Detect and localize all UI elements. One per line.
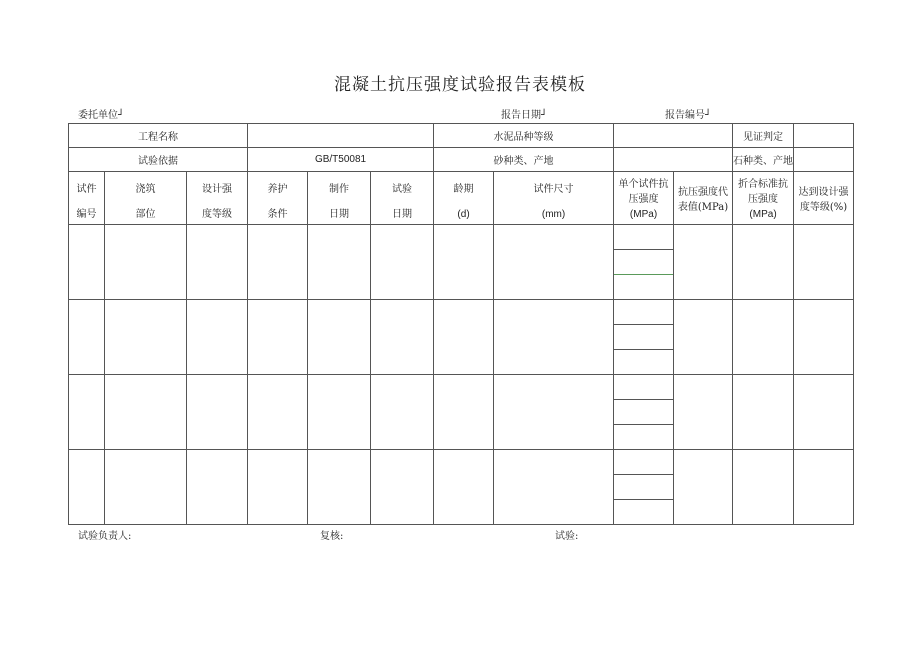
data-cell[interactable] [105, 225, 187, 300]
single-strength-cell [614, 225, 674, 300]
witness-value[interactable] [794, 124, 854, 148]
data-cell[interactable] [733, 300, 794, 375]
data-cell[interactable] [674, 225, 733, 300]
info-row-basis [69, 148, 854, 172]
data-cell[interactable] [69, 300, 105, 375]
table-row [69, 300, 854, 375]
data-cell[interactable] [794, 375, 854, 450]
sub-cell[interactable] [614, 300, 673, 325]
tester-label: 试验: [555, 531, 579, 542]
data-cell[interactable] [434, 225, 494, 300]
data-cell[interactable] [105, 375, 187, 450]
table-row [69, 225, 854, 300]
data-cell[interactable] [187, 375, 248, 450]
data-cell[interactable] [105, 450, 187, 525]
report-number-label: 报告编号┘ [665, 110, 712, 121]
data-cell[interactable] [434, 300, 494, 375]
sand-type-label: 砂种类、产地 [434, 148, 614, 172]
col-age: 龄期 (d) [434, 172, 494, 225]
sub-cell[interactable] [614, 250, 673, 275]
col-pour-location: 浇筑 部位 [105, 172, 187, 225]
data-cell[interactable] [794, 450, 854, 525]
data-cell[interactable] [187, 225, 248, 300]
data-cell[interactable] [733, 225, 794, 300]
data-cell[interactable] [674, 300, 733, 375]
cement-grade-value[interactable] [614, 124, 733, 148]
col-achieved-percent: 达到设计强 度等级(%) [794, 172, 854, 225]
data-cell[interactable] [248, 450, 308, 525]
stone-type-label: 石种类、产地 [733, 148, 794, 172]
col-test-date: 试验 日期 [371, 172, 434, 225]
data-cell[interactable] [733, 450, 794, 525]
single-strength-cell [614, 450, 674, 525]
table-row [69, 375, 854, 450]
page-title: 混凝土抗压强度试验报告表模板 [334, 75, 586, 95]
data-cell[interactable] [248, 375, 308, 450]
data-cell[interactable] [371, 300, 434, 375]
info-row-project [69, 124, 854, 148]
sub-cell[interactable] [614, 425, 673, 449]
stone-type-value[interactable] [794, 148, 854, 172]
sub-cell[interactable] [614, 450, 673, 475]
data-cell[interactable] [434, 450, 494, 525]
data-cell[interactable] [494, 225, 614, 300]
report-table [68, 123, 854, 525]
data-cell[interactable] [494, 375, 614, 450]
single-strength-cell [614, 375, 674, 450]
col-design-grade: 设计强 度等级 [187, 172, 248, 225]
data-cell[interactable] [69, 375, 105, 450]
report-date-label: 报告日期┘ [501, 110, 548, 121]
data-cell[interactable] [674, 450, 733, 525]
sub-cell[interactable] [614, 500, 673, 524]
col-single-strength: 单个试件抗 压强度 (MPa) [614, 172, 674, 225]
project-name-value[interactable] [248, 124, 434, 148]
table-row [69, 450, 854, 525]
project-name-label: 工程名称 [69, 124, 248, 148]
sub-cell[interactable] [614, 350, 673, 374]
data-cell[interactable] [494, 300, 614, 375]
client-label: 委托单位┘ [78, 110, 125, 121]
sand-type-value[interactable] [614, 148, 733, 172]
test-lead-label: 试验负责人: [78, 531, 132, 542]
col-size: 试件尺寸 (mm) [494, 172, 614, 225]
data-cell[interactable] [494, 450, 614, 525]
col-standard-strength: 折合标准抗 压强度 (MPa) [733, 172, 794, 225]
data-cell[interactable] [371, 450, 434, 525]
data-cell[interactable] [434, 375, 494, 450]
test-basis-label: 试验依据 [69, 148, 248, 172]
data-cell[interactable] [371, 225, 434, 300]
data-cell[interactable] [674, 375, 733, 450]
data-cell[interactable] [794, 300, 854, 375]
witness-label: 见证判定 [733, 124, 794, 148]
data-cell[interactable] [733, 375, 794, 450]
column-header-row [69, 172, 854, 225]
cement-grade-label: 水泥品种等级 [434, 124, 614, 148]
data-cell[interactable] [69, 450, 105, 525]
col-made-date: 制作 日期 [308, 172, 371, 225]
data-cell[interactable] [248, 225, 308, 300]
data-cell[interactable] [308, 450, 371, 525]
data-cell[interactable] [187, 450, 248, 525]
data-cell[interactable] [308, 225, 371, 300]
data-cell[interactable] [308, 300, 371, 375]
sub-cell[interactable] [614, 375, 673, 400]
sub-cell[interactable] [614, 275, 673, 299]
sub-cell[interactable] [614, 325, 673, 350]
data-cell[interactable] [248, 300, 308, 375]
data-cell[interactable] [187, 300, 248, 375]
review-label: 复核: [320, 531, 344, 542]
sub-cell[interactable] [614, 400, 673, 425]
data-cell[interactable] [308, 375, 371, 450]
data-cell[interactable] [105, 300, 187, 375]
data-cell[interactable] [371, 375, 434, 450]
col-representative-strength: 抗压强度代 表值(MPa) [674, 172, 733, 225]
single-strength-cell [614, 300, 674, 375]
col-specimen-no: 试件 编号 [69, 172, 105, 225]
col-curing: 养护 条件 [248, 172, 308, 225]
data-cell[interactable] [794, 225, 854, 300]
sub-cell[interactable] [614, 225, 673, 250]
data-cell[interactable] [69, 225, 105, 300]
sub-cell[interactable] [614, 475, 673, 500]
test-basis-value[interactable]: GB/T50081 [248, 148, 434, 172]
